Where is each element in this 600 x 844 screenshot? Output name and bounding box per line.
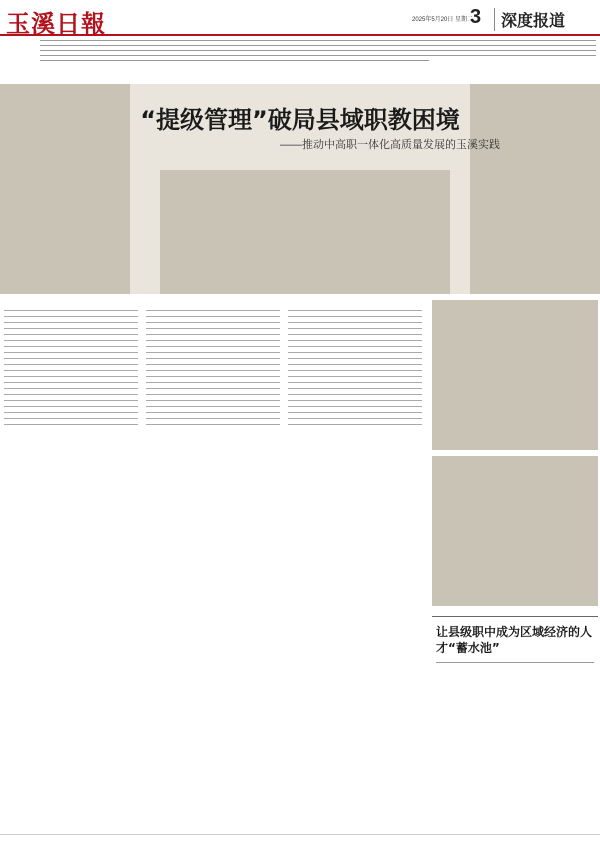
section-name: 深度报道 [494,8,565,31]
article-column-1 [4,310,138,430]
editor-abstract [40,40,596,82]
photo-right [470,84,600,294]
page-number: 3 [470,6,482,28]
commentary-title: 让县级职中成为区域经济的人才“蓄水池” [436,625,593,655]
headline: “提级管理”破局县域职教困境 [140,106,460,134]
newspaper-logo: 玉溪日報 [6,9,106,38]
photo-center [160,170,450,294]
article-column-2 [146,310,280,430]
page-footer [0,834,600,844]
photo-side-bottom [432,456,598,606]
masthead [0,0,600,36]
photo-left [0,84,130,294]
commentary-box [432,616,598,836]
photo-side-top [432,300,598,450]
article-column-3 [288,310,422,430]
subtitle: ——推动中高职一体化高质量发展的玉溪实践 [280,139,500,151]
issue-date: 2025年5月20日 星期二 [412,17,474,23]
